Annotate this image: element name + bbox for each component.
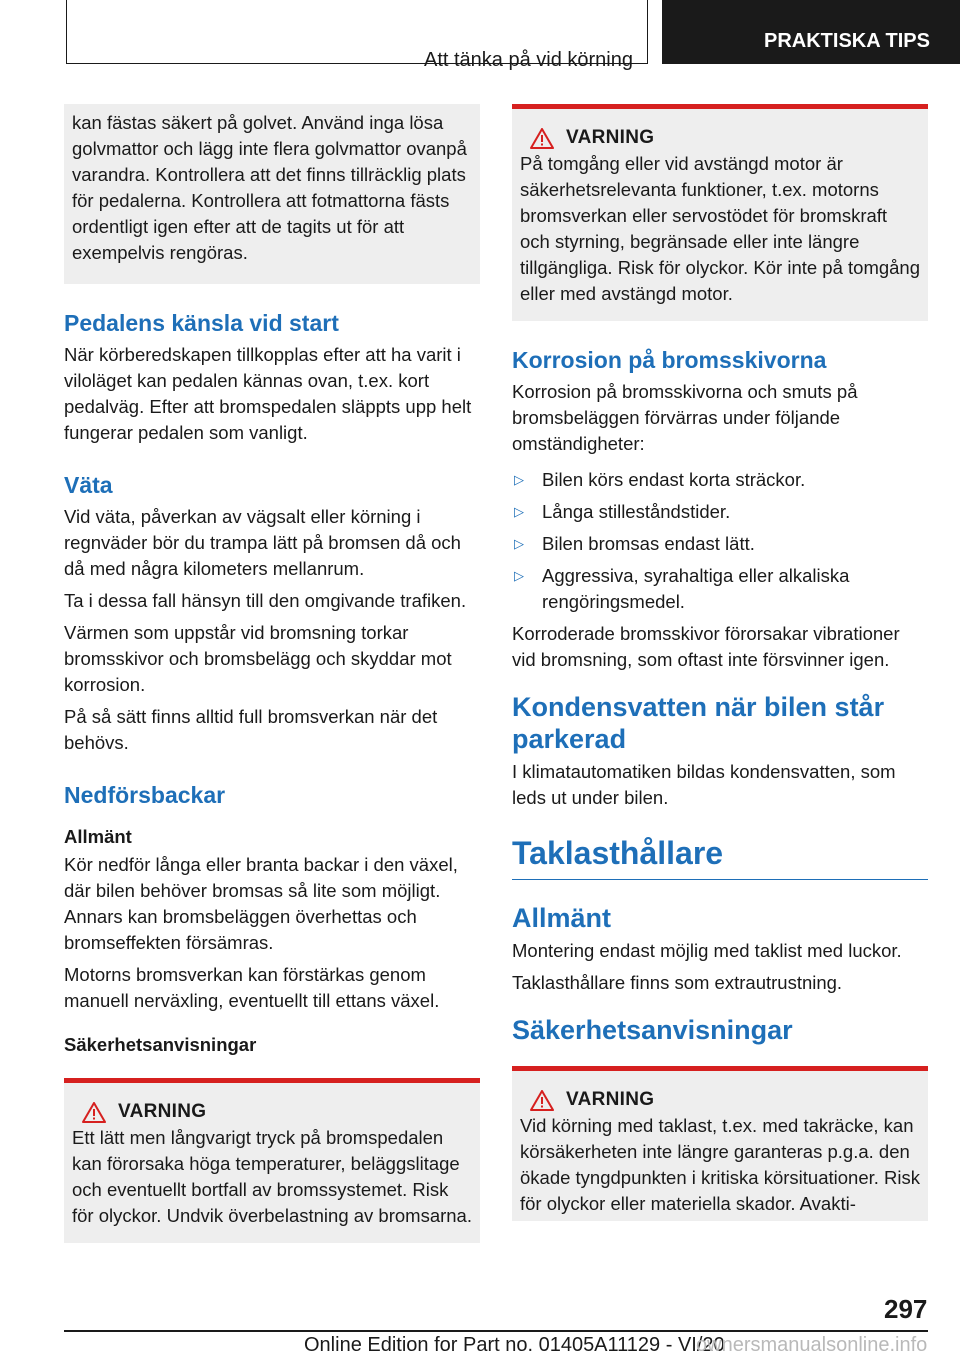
warning-box-idle [512,104,928,321]
intro-box [64,104,480,284]
general-subheading: Allmänt [64,826,132,847]
pedal-heading: Pedalens känsla vid start [64,310,339,336]
condensation-text: I klimatautomatiken bildas kondensvatten, som leds ut under bilen. [512,761,896,808]
wet-paragraph-4: På så sätt finns alltid full bromsverkan när det behövs. [64,706,438,753]
roof-general-heading: Allmänt [512,903,612,933]
triangle-bullet-icon: ▷ [514,568,524,583]
list-item: ▷ Långa stilleståndstider. [512,499,928,525]
triangle-bullet-icon: ▷ [514,472,524,487]
warning-box-brakes [64,1078,480,1243]
corrosion-heading: Korrosion på bromsskivorna [512,347,827,373]
section-title: PRAKTISKA TIPS [764,30,930,52]
footer-divider [64,1330,928,1332]
list-item: ▷ Bilen bromsas endast lätt. [512,531,928,557]
downhill-paragraph-2: Motorns bromsverkan kan förstärkas genom manuell nerväxling, eventuellt till ettans växel. [64,964,440,1011]
section-tab [662,0,960,64]
roof-paragraph-2: Taklasthållare finns som extrautrustning. [512,972,843,993]
downhill-heading: Nedförsbackar [64,782,226,808]
warning-triangle-icon [530,128,554,149]
chapter-title: Att tänka på vid körning [423,49,633,71]
pedal-text: När körberedskapen tillkopplas efter att ha varit i viloläget kan pedalen kännas ovan, t.ex. kort pedalväg. Efter att bromspedalen släppts upp helt fungerar pedalen som vanligt. [64,344,472,443]
roof-rack-heading: Taklasthållare [512,833,928,880]
warning-label: VARNING [566,127,655,148]
intro-text: kan fästas säkert på golvet. Använd inga lösa golvmattor och lägg inte flera golvmattor ovanpå varandra. Kontrollera att det finns tillräcklig plats för pedalerna. Kontrollera att fotmattorna fästs ordentligt igen efter att de tagits ut för att exempelvis rengöras. [72,112,467,263]
downhill-paragraph-1: Kör nedför långa eller branta backar i den växel, där bilen behöver bromsas så lite som möjligt. Annars kan bromsbeläggen överhettas och bromseffekten försämras. [64,854,458,953]
left-column [64,104,480,1243]
warning-triangle-icon [530,1090,554,1111]
safety-subheading: Säkerhetsanvisningar [64,1034,257,1055]
triangle-bullet-icon: ▷ [514,504,524,519]
warning-label: VARNING [118,1101,207,1122]
wet-paragraph-3: Värmen som uppstår vid bromsning torkar bromsskivor och bromsbelägg och skyddar mot korrosion. [64,622,452,695]
wet-paragraph-1: Vid väta, påverkan av vägsalt eller körning i regnväder bör du trampa lätt på bromsen då och då med några kilometers mellanrum. [64,506,461,579]
list-item: ▷ Bilen körs endast korta sträckor. [512,467,928,493]
right-column [512,104,928,1221]
warning-triangle-icon [82,1102,106,1123]
corrosion-text: Korrosion på bromsskivorna och smuts på bromsbeläggen förvärras under följande omständigheter: [512,381,858,454]
roof-safety-heading: Säkerhetsanvisningar [512,1015,793,1045]
wet-heading: Väta [64,472,113,498]
wet-paragraph-2: Ta i dessa fall hänsyn till den omgivande trafiken. [64,590,467,611]
warning-label: VARNING [566,1089,655,1110]
warning-text: Vid körning med taklast, t.ex. med takräcke, kan körsäkerheten inte längre garanteras p.g.a. den ökade tyngdpunkten i kritiska körsituationer. Risk för olyckor eller materiella skador. Avakti- [520,1115,921,1214]
warning-text: Ett lätt men långvarigt tryck på bromspedalen kan förorsaka höga temperaturer, beläggslitage och eventuellt bortfall av bromssystemet. Risk för olyckor. Undvik överbelastning av bromsarna. [72,1127,472,1226]
triangle-bullet-icon: ▷ [514,536,524,551]
watermark: ownersmanualsonline.info [696,1334,928,1356]
corrosion-list [512,467,928,615]
list-item: ▷ Aggressiva, syrahaltiga eller alkaliska rengöringsmedel. [512,563,928,615]
edition-text: Online Edition for Part no. 01405A11129 - VI/20 [304,1334,725,1356]
warning-box-roof [512,1066,928,1221]
chapter-tab [66,0,648,71]
page-number: 297 [884,1294,928,1324]
roof-paragraph-1: Montering endast möjlig med taklist med luckor. [512,940,902,961]
corrosion-after-text: Korroderade bromsskivor förorsakar vibrationer vid bromsning, som oftast inte försvinner igen. [512,623,900,670]
warning-text: På tomgång eller vid avstängd motor är säkerhetsrelevanta funktioner, t.ex. motorns bromsverkan eller servostödet för bromskraft och styrning, begränsade eller inte längre tillgängliga. Risk för olyckor. Kör inte på tomgång eller med avstängd motor. [520,153,921,304]
condensation-heading: Kondensvatten när bilen står parkerad [512,692,885,754]
